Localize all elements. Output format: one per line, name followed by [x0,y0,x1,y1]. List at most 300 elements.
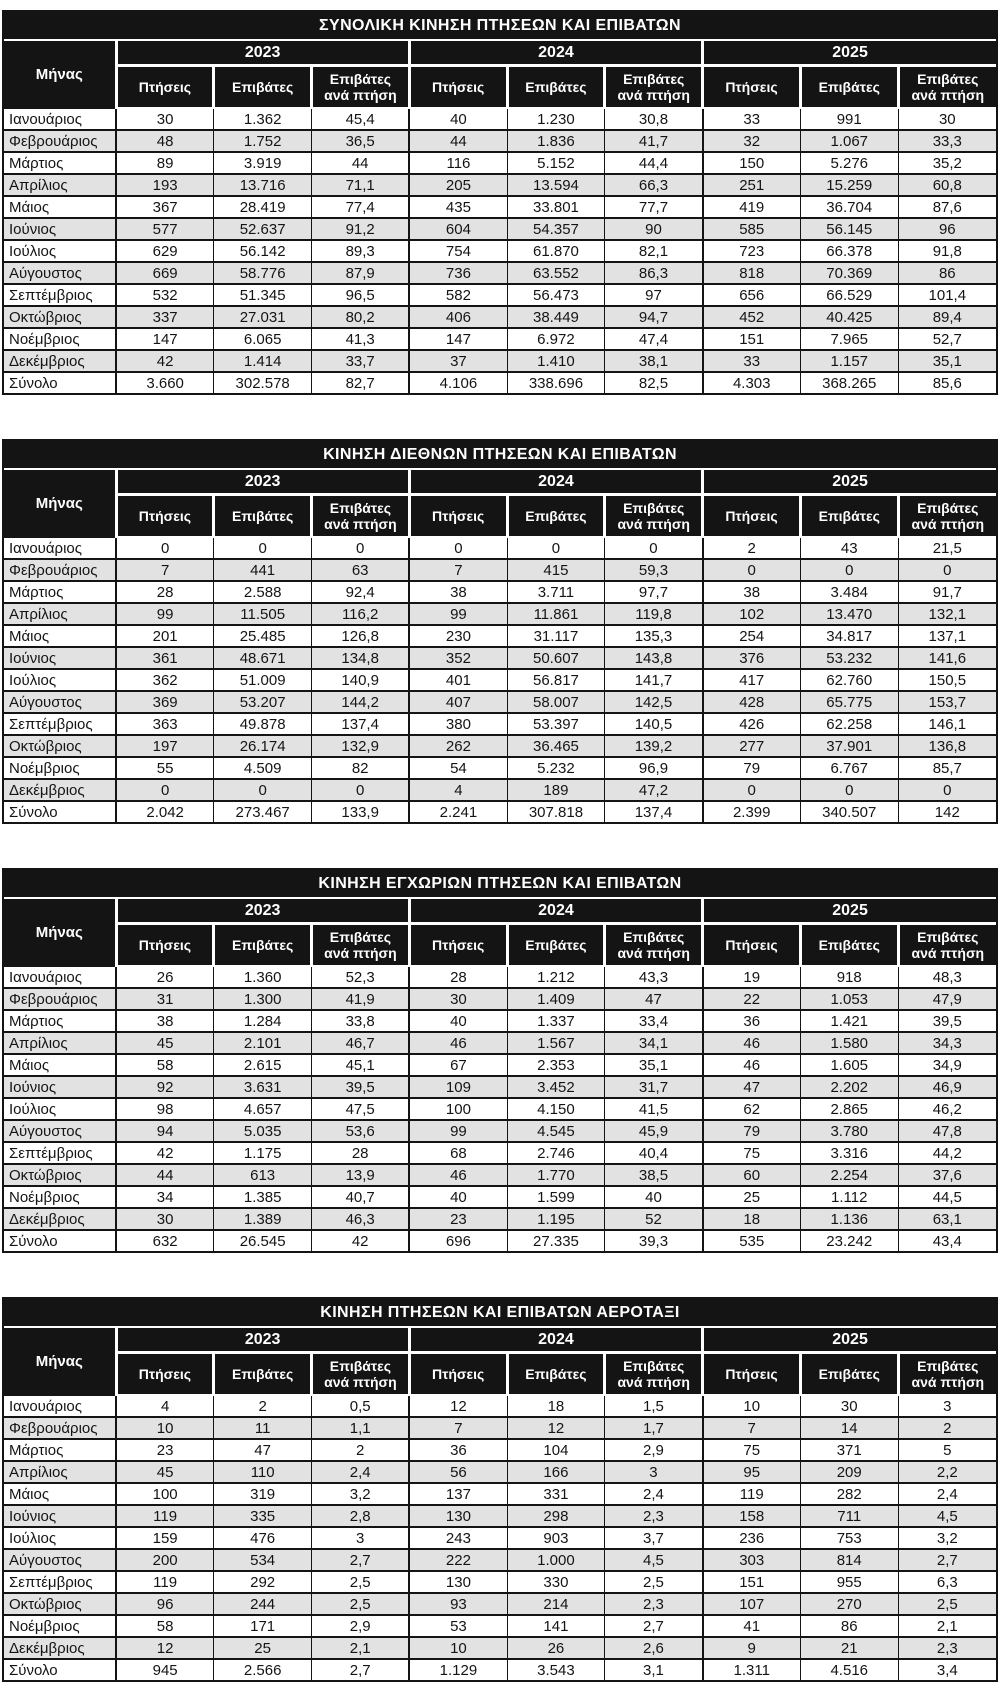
table-row [4,1571,996,1593]
cell-value: 4.150 [507,1098,605,1120]
cell-value: 209 [800,1461,898,1483]
table-row [4,691,996,713]
cell-value: 41,3 [312,328,410,350]
cell-value: 33,7 [312,350,410,372]
cell-value: 406 [409,306,507,328]
cell-value: 48.671 [214,647,312,669]
cell-value: 137 [409,1483,507,1505]
cell-value: 0 [116,779,214,801]
cell-value: 380 [409,713,507,735]
cell-value: 44 [116,1164,214,1186]
cell-value: 39,3 [605,1230,703,1251]
cell-value: 35,2 [898,152,996,174]
cell-value: 28 [116,581,214,603]
cell-value: 137,4 [312,713,410,735]
cell-month: Ιούνιος [4,647,116,669]
cell-value: 104 [507,1439,605,1461]
cell-month: Ιανουάριος [4,537,116,559]
cell-value: 52,7 [898,328,996,350]
cell-value: 1.410 [507,350,605,372]
cell-value: 18 [703,1208,801,1230]
cell-value: 5.152 [507,152,605,174]
cell-value: 3.543 [507,1659,605,1680]
cell-value: 34,3 [898,1032,996,1054]
cell-value: 30 [898,108,996,130]
cell-value: 46,3 [312,1208,410,1230]
cell-value: 2,5 [898,1593,996,1615]
cell-value: 303 [703,1549,801,1571]
cell-value: 40 [409,108,507,130]
cell-value: 577 [116,218,214,240]
column-header-passengers: Επιβάτες [507,495,605,538]
cell-month: Μάιος [4,625,116,647]
column-header-passengers-per-flight: Επιβάτες ανά πτήση [605,495,703,538]
cell-value: 2,9 [605,1439,703,1461]
cell-value: 119,8 [605,603,703,625]
cell-value: 99 [116,603,214,625]
cell-value: 26.545 [214,1230,312,1251]
cell-value: 669 [116,262,214,284]
cell-value: 1.212 [507,966,605,988]
table-row [4,1417,996,1439]
cell-value: 132,1 [898,603,996,625]
cell-value: 352 [409,647,507,669]
cell-value: 2,4 [605,1483,703,1505]
cell-value: 60 [703,1164,801,1186]
cell-value: 2.241 [409,801,507,822]
table-row [4,1120,996,1142]
cell-value: 1.157 [800,350,898,372]
cell-value: 27.335 [507,1230,605,1251]
column-header-year-2025: 2025 [703,899,996,924]
table-row [4,1527,996,1549]
cell-value: 3 [898,1395,996,1417]
cell-value: 273.467 [214,801,312,822]
column-header-year-2025: 2025 [703,470,996,495]
cell-value: 30 [800,1395,898,1417]
column-header-year-2024: 2024 [409,899,702,924]
cell-value: 28 [409,966,507,988]
column-header-year-2023: 2023 [116,470,409,495]
cell-value: 2,8 [312,1505,410,1527]
cell-value: 2,9 [312,1615,410,1637]
cell-value: 75 [703,1439,801,1461]
cell-value: 40,4 [605,1142,703,1164]
cell-value: 632 [116,1230,214,1251]
table-body [4,108,996,393]
column-header-passengers-per-flight: Επιβάτες ανά πτήση [605,924,703,967]
cell-value: 0 [703,779,801,801]
cell-value: 535 [703,1230,801,1251]
cell-value: 0 [312,779,410,801]
cell-value: 26.174 [214,735,312,757]
cell-value: 68 [409,1142,507,1164]
table-row [4,625,996,647]
column-header-passengers: Επιβάτες [800,1353,898,1396]
cell-value: 5.276 [800,152,898,174]
cell-value: 222 [409,1549,507,1571]
header-row-measures [4,1353,996,1396]
cell-value: 47,8 [898,1120,996,1142]
cell-value: 2 [703,537,801,559]
cell-value: 143,8 [605,647,703,669]
cell-value: 2,7 [605,1615,703,1637]
cell-value: 134,8 [312,647,410,669]
cell-value: 4 [409,779,507,801]
cell-value: 0 [800,779,898,801]
table-row [4,174,996,196]
cell-month: Μάρτιος [4,1010,116,1032]
cell-value: 3.316 [800,1142,898,1164]
cell-value: 2 [312,1439,410,1461]
cell-value: 696 [409,1230,507,1251]
cell-value: 2 [214,1395,312,1417]
cell-value: 60,8 [898,174,996,196]
cell-value: 6.767 [800,757,898,779]
table-row [4,1098,996,1120]
cell-value: 58 [116,1615,214,1637]
cell-value: 1,1 [312,1417,410,1439]
cell-value: 87,6 [898,196,996,218]
table-row [4,1505,996,1527]
cell-month: Δεκέμβριος [4,779,116,801]
table-row [4,240,996,262]
cell-value: 19 [703,966,801,988]
cell-month: Απρίλιος [4,1032,116,1054]
table-row [4,262,996,284]
cell-value: 35,1 [605,1054,703,1076]
table-row [4,1637,996,1659]
cell-value: 65.775 [800,691,898,713]
column-header-passengers: Επιβάτες [214,66,312,109]
column-header-year-2023: 2023 [116,1328,409,1353]
cell-value: 48,3 [898,966,996,988]
cell-value: 91,2 [312,218,410,240]
table-row [4,988,996,1010]
cell-value: 37.901 [800,735,898,757]
cell-month: Φεβρουάριος [4,130,116,152]
cell-value: 42 [116,350,214,372]
cell-value: 3.780 [800,1120,898,1142]
cell-value: 254 [703,625,801,647]
cell-month: Μάρτιος [4,152,116,174]
table-row [4,581,996,603]
cell-value: 363 [116,713,214,735]
cell-value: 82 [312,757,410,779]
table-row [4,152,996,174]
cell-value: 5.035 [214,1120,312,1142]
cell-value: 36.465 [507,735,605,757]
cell-value: 45 [116,1461,214,1483]
cell-value: 39,5 [312,1076,410,1098]
cell-value: 5.232 [507,757,605,779]
cell-value: 2,3 [605,1593,703,1615]
cell-value: 4.303 [703,372,801,393]
cell-value: 307.818 [507,801,605,822]
cell-value: 31 [116,988,214,1010]
table-total [2,10,998,395]
table-row [4,1593,996,1615]
cell-value: 2.399 [703,801,801,822]
table-row [4,108,996,130]
cell-value: 66.529 [800,284,898,306]
column-header-passengers-per-flight: Επιβάτες ανά πτήση [898,495,996,538]
cell-value: 25.485 [214,625,312,647]
cell-value: 116,2 [312,603,410,625]
cell-value: 1.385 [214,1186,312,1208]
cell-value: 38,5 [605,1164,703,1186]
cell-value: 110 [214,1461,312,1483]
cell-value: 15.259 [800,174,898,196]
cell-value: 33,4 [605,1010,703,1032]
cell-value: 292 [214,1571,312,1593]
cell-value: 371 [800,1439,898,1461]
cell-value: 1.067 [800,130,898,152]
cell-value: 10 [116,1417,214,1439]
cell-value: 14 [800,1417,898,1439]
column-header-passengers: Επιβάτες [214,1353,312,1396]
cell-value: 53.397 [507,713,605,735]
cell-value: 44,4 [605,152,703,174]
cell-value: 171 [214,1615,312,1637]
cell-value: 330 [507,1571,605,1593]
cell-value: 0 [409,537,507,559]
cell-value: 46 [409,1032,507,1054]
cell-value: 13.594 [507,174,605,196]
cell-value: 2.042 [116,801,214,822]
cell-value: 4.509 [214,757,312,779]
table-row [4,1054,996,1076]
cell-value: 147 [116,328,214,350]
cell-value: 56.473 [507,284,605,306]
cell-value: 52.637 [214,218,312,240]
cell-value: 244 [214,1593,312,1615]
cell-value: 66,3 [605,174,703,196]
cell-value: 991 [800,108,898,130]
cell-value: 415 [507,559,605,581]
table-total-row [4,1230,996,1251]
cell-value: 139,2 [605,735,703,757]
cell-value: 42 [116,1142,214,1164]
cell-value: 45,4 [312,108,410,130]
cell-value: 34.817 [800,625,898,647]
cell-value: 582 [409,284,507,306]
table-row [4,603,996,625]
cell-value: 945 [116,1659,214,1680]
cell-value: 13,9 [312,1164,410,1186]
cell-value: 2.254 [800,1164,898,1186]
cell-value: 1,7 [605,1417,703,1439]
table-row [4,757,996,779]
cell-value: 130 [409,1505,507,1527]
cell-value: 130 [409,1571,507,1593]
table-row [4,966,996,988]
cell-value: 99 [409,603,507,625]
cell-value: 4.106 [409,372,507,393]
cell-value: 35,1 [898,350,996,372]
cell-value: 1.311 [703,1659,801,1680]
cell-value: 3,2 [312,1483,410,1505]
cell-month: Φεβρουάριος [4,988,116,1010]
cell-value: 1.605 [800,1054,898,1076]
cell-value: 37,6 [898,1164,996,1186]
table-row [4,1461,996,1483]
cell-month: Ιούνιος [4,1076,116,1098]
cell-value: 119 [116,1505,214,1527]
cell-month: Σύνολο [4,801,116,822]
cell-value: 12 [409,1395,507,1417]
cell-value: 7 [409,1417,507,1439]
cell-value: 47 [703,1076,801,1098]
cell-value: 119 [116,1571,214,1593]
cell-value: 200 [116,1549,214,1571]
table-row [4,1439,996,1461]
cell-value: 401 [409,669,507,691]
table-airtaxi [2,1297,998,1682]
cell-value: 38 [409,581,507,603]
cell-value: 54 [409,757,507,779]
cell-value: 96,9 [605,757,703,779]
cell-value: 7 [703,1417,801,1439]
cell-month: Αύγουστος [4,691,116,713]
cell-value: 1.752 [214,130,312,152]
cell-value: 1.362 [214,108,312,130]
cell-value: 58.007 [507,691,605,713]
cell-value: 44,2 [898,1142,996,1164]
cell-value: 41,7 [605,130,703,152]
table-total-row [4,801,996,822]
header-row-measures [4,66,996,109]
cell-value: 75 [703,1142,801,1164]
cell-value: 99 [409,1120,507,1142]
cell-value: 26 [116,966,214,988]
cell-value: 1.409 [507,988,605,1010]
table-row [4,306,996,328]
table-row [4,196,996,218]
cell-value: 613 [214,1164,312,1186]
cell-value: 12 [116,1637,214,1659]
cell-value: 89 [116,152,214,174]
cell-value: 41,5 [605,1098,703,1120]
cell-value: 335 [214,1505,312,1527]
cell-value: 107 [703,1593,801,1615]
header-row-measures [4,924,996,967]
header-row-years [4,899,996,924]
cell-value: 34,9 [898,1054,996,1076]
cell-value: 39,5 [898,1010,996,1032]
cell-value: 54.357 [507,218,605,240]
cell-value: 91,8 [898,240,996,262]
cell-value: 2.615 [214,1054,312,1076]
column-header-month: Μήνας [4,41,116,108]
column-header-flights: Πτήσεις [116,495,214,538]
table-total-row [4,372,996,393]
cell-value: 30 [409,988,507,1010]
cell-value: 150 [703,152,801,174]
cell-value: 629 [116,240,214,262]
table-row [4,735,996,757]
cell-value: 3.919 [214,152,312,174]
cell-value: 1.195 [507,1208,605,1230]
cell-value: 49.878 [214,713,312,735]
cell-value: 142 [898,801,996,822]
cell-value: 100 [409,1098,507,1120]
column-header-passengers-per-flight: Επιβάτες ανά πτήση [312,924,410,967]
cell-value: 476 [214,1527,312,1549]
cell-value: 62 [703,1098,801,1120]
cell-value: 94,7 [605,306,703,328]
cell-value: 1.770 [507,1164,605,1186]
column-header-passengers-per-flight: Επιβάτες ανά πτήση [312,1353,410,1396]
table-row [4,1032,996,1054]
cell-month: Μάρτιος [4,581,116,603]
cell-value: 6.972 [507,328,605,350]
cell-value: 0 [116,537,214,559]
cell-value: 369 [116,691,214,713]
column-header-passengers-per-flight: Επιβάτες ανά πτήση [605,66,703,109]
cell-value: 23 [116,1439,214,1461]
cell-value: 918 [800,966,898,988]
cell-value: 1.112 [800,1186,898,1208]
cell-month: Δεκέμβριος [4,1208,116,1230]
cell-value: 534 [214,1549,312,1571]
column-header-flights: Πτήσεις [116,66,214,109]
cell-value: 79 [703,1120,801,1142]
cell-value: 40 [605,1186,703,1208]
cell-value: 10 [409,1637,507,1659]
cell-value: 3,7 [605,1527,703,1549]
cell-value: 92,4 [312,581,410,603]
header-row-years [4,470,996,495]
cell-value: 93 [409,1593,507,1615]
cell-value: 23.242 [800,1230,898,1251]
cell-month: Σεπτέμβριος [4,713,116,735]
cell-value: 38 [116,1010,214,1032]
cell-value: 40 [409,1186,507,1208]
cell-value: 38,1 [605,350,703,372]
cell-value: 0 [703,559,801,581]
cell-value: 3.452 [507,1076,605,1098]
cell-value: 44,5 [898,1186,996,1208]
table-row [4,130,996,152]
cell-value: 0 [312,537,410,559]
cell-value: 34 [116,1186,214,1208]
cell-month: Μάιος [4,196,116,218]
cell-value: 1.129 [409,1659,507,1680]
cell-value: 45,9 [605,1120,703,1142]
column-header-year-2025: 2025 [703,41,996,66]
cell-value: 42 [312,1230,410,1251]
cell-month: Ιανουάριος [4,108,116,130]
table-row [4,328,996,350]
cell-value: 144,2 [312,691,410,713]
cell-value: 331 [507,1483,605,1505]
column-header-year-2024: 2024 [409,41,702,66]
cell-value: 205 [409,174,507,196]
cell-value: 1.389 [214,1208,312,1230]
cell-value: 46,7 [312,1032,410,1054]
table-row [4,669,996,691]
cell-value: 435 [409,196,507,218]
cell-value: 0 [605,537,703,559]
data-table [4,470,996,822]
cell-value: 193 [116,174,214,196]
cell-value: 56.817 [507,669,605,691]
cell-month: Ιούνιος [4,218,116,240]
column-header-month: Μήνας [4,470,116,537]
cell-value: 91,7 [898,581,996,603]
cell-value: 31,7 [605,1076,703,1098]
